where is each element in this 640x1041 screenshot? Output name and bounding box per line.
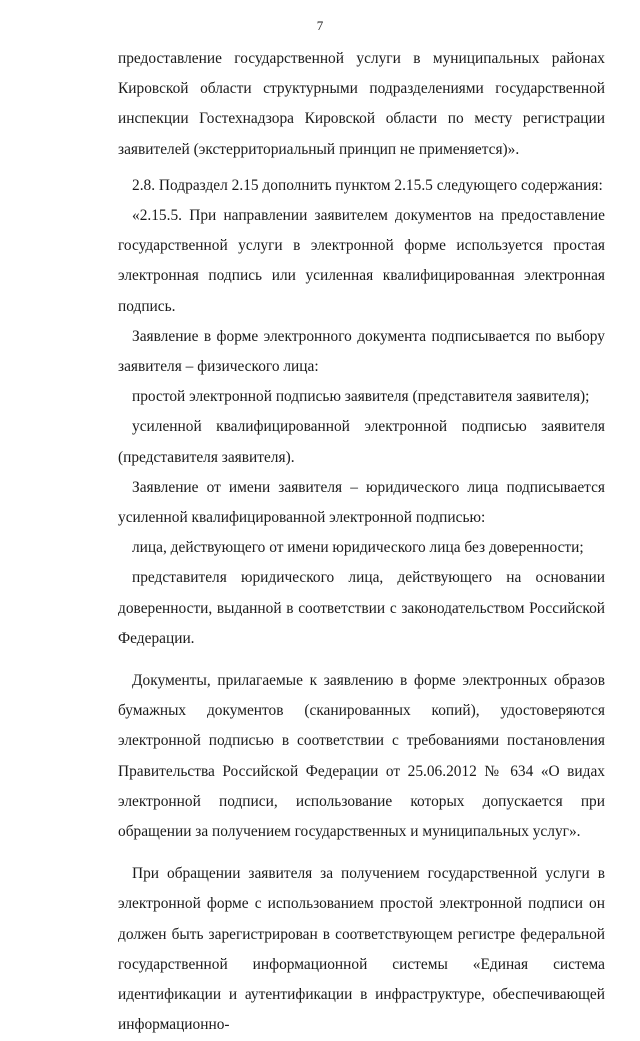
paragraph-item-2-15-5: «2.15.5. При направлении заявителем документов на предоставление государственной услуги в электронной форме используется простая электронная подпись или усиленная квалифицированная электронная подпись. <box>118 207 605 315</box>
list-item-with-power-of-attorney: представителя юридического лица, действующего на основании доверенности, выданной в соответствии с законодательством Российской Федерации. <box>118 569 605 647</box>
paragraph-legal-entity-applicant: Заявление от имени заявителя – юридического лица подписывается усиленной квалифицированной электронной подписью: <box>118 478 605 527</box>
list-item-simple-signature: простой электронной подписью заявителя (представителя заявителя); <box>132 388 590 406</box>
list-item-without-power-of-attorney: лица, действующего от имени юридического лица без доверенности; <box>132 539 584 557</box>
paragraph-amendment-2-8: 2.8. Подраздел 2.15 дополнить пунктом 2.15.5 следующего содержания: <box>132 176 603 194</box>
paragraph-individual-applicant: Заявление в форме электронного документа подписывается по выбору заявителя – физического лица: <box>118 327 605 376</box>
list-item-qualified-signature: усиленной квалифицированной электронной подписью заявителя (представителя заявителя). <box>118 418 605 466</box>
paragraph-continuation-region: предоставление государственной услуги в муниципальных районах Кировской области структурными подразделениями государственной инспекции Гостехнадзора Кировской области по месту регистрации заявителей (экстерриториальный принцип не применяется)». <box>118 50 605 158</box>
page-number: 7 <box>316 18 324 33</box>
paragraph-simple-signature-registration: При обращении заявителя за получением государственной услуги в электронной форме с использованием простой электронной подписи он должен быть зарегистрирован в соответствующем регистре федеральной государственной информационной системы «Единая система идентификации и аутентификации в инфраструктуре, обеспечивающей информационно- <box>118 865 605 1034</box>
paragraph-attached-documents: Документы, прилагаемые к заявлению в форме электронных образов бумажных документов (сканированных копий), удостоверяются электронной подписью в соответствии с требованиями постановления Правительства Российской Федерации от 25.06.2012 № 634 «О видах электронной подписи, использование которых допускается при обращении за получением государственных и муниципальных услуг». <box>118 672 605 841</box>
document-body <box>118 44 605 1041</box>
